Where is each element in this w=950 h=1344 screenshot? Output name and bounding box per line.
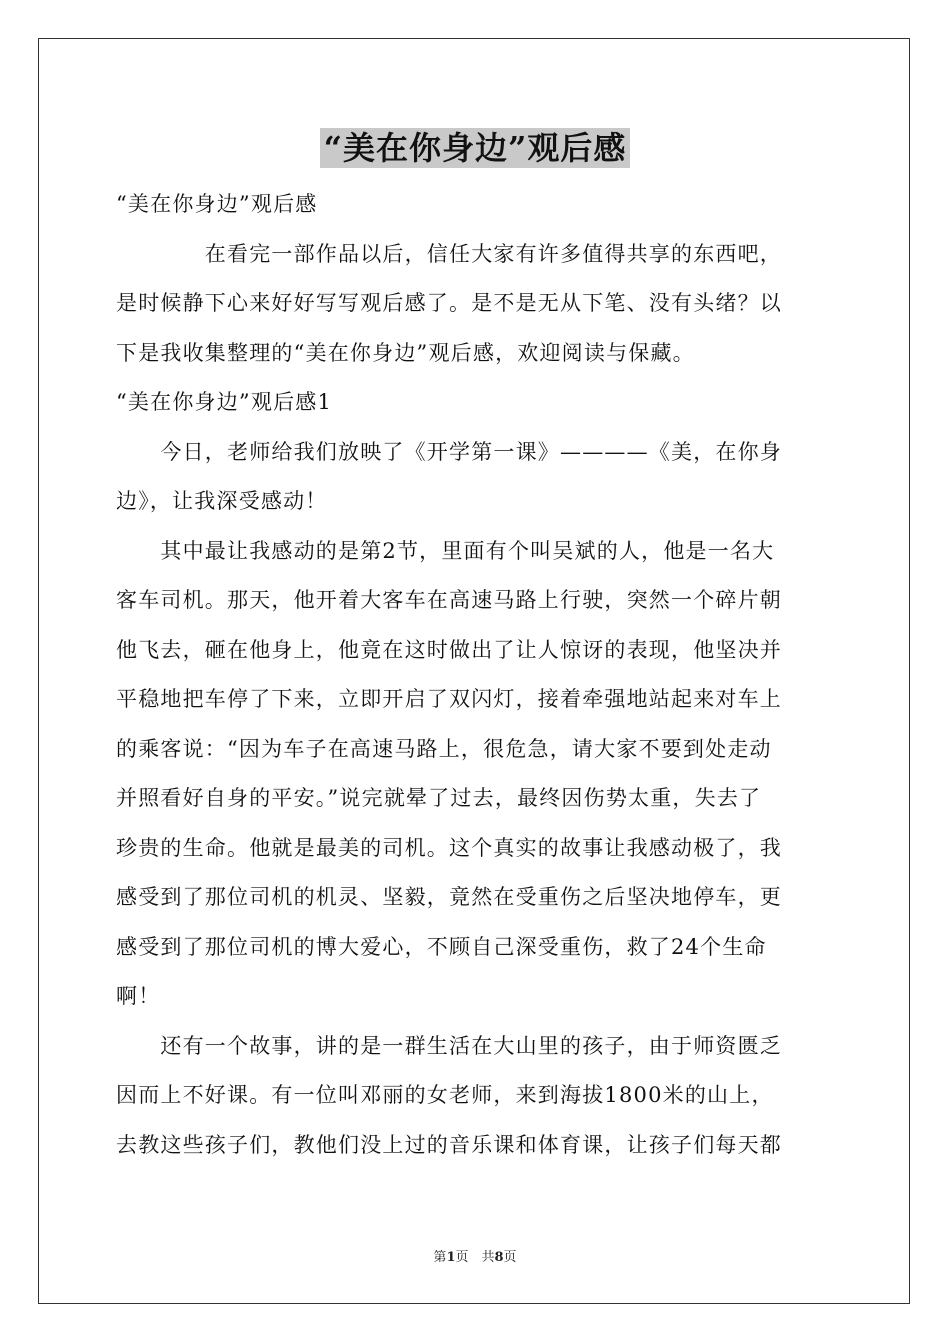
text-line: 感受到了那位司机的机灵、坚毅，竟然在受重伤之后坚决地停车，更 [116, 885, 782, 909]
text-line: 还有一个故事，讲的是一群生活在大山里的孩子，由于师资匮乏 [116, 1033, 782, 1058]
footer-page-mid: 页 共 [455, 1250, 495, 1265]
text-line: 今日，老师给我们放映了《开学第一课》————《美，在你身 [116, 439, 782, 464]
document-title: “美在你身边”观后感 [320, 128, 631, 168]
title-container [0, 128, 950, 168]
text-line: 感受到了那位司机的博大爱心，不顾自己深受重伤，救了24个生命 [116, 934, 767, 959]
text-line: 珍贵的生命。他就是最美的司机。这个真实的故事让我感动极了，我 [116, 835, 782, 860]
text-line: 其中最让我感动的是第2节，里面有个叫吴斌的人，他是一名大 [116, 538, 775, 563]
text-line: 平稳地把车停了下来，立即开启了双闪灯，接着牵强地站起来对车上 [116, 687, 782, 711]
text-line: 因而上不好课。有一位叫邓丽的女老师，来到海拔1800米的山上， [116, 1083, 774, 1107]
text-line: 并照看好自身的平安。”说完就晕了过去，最终因伤势太重，失去了 [116, 786, 762, 810]
text-line: 的乘客说：“因为车子在高速马路上，很危急，请大家不要到处走动 [116, 736, 772, 761]
footer-page-suffix: 页 [503, 1250, 517, 1265]
footer-page-current: 1 [446, 1250, 456, 1265]
text-line: 下是我收集整理的“美在你身边”观后感，欢迎阅读与保藏。 [116, 340, 695, 365]
footer-page-total: 8 [494, 1250, 504, 1265]
document-body [116, 180, 838, 1170]
text-line: 去教这些孩子们，教他们没上过的音乐课和体育课，让孩子们每天都 [116, 1132, 782, 1157]
text-line: 客车司机。那天，他开着大客车在高速马路上行驶，突然一个碎片朝 [116, 588, 782, 612]
text-line: 他飞去，砸在他身上，他竟在这时做出了让人惊讶的表现，他坚决并 [116, 637, 782, 662]
text-line: 边》，让我深受感动！ [116, 489, 328, 513]
text-line: “美在你身边”观后感 [116, 192, 318, 216]
text-line: “美在你身边”观后感1 [116, 390, 333, 414]
text-line: 在看完一部作品以后，信任大家有许多值得共享的东西吧， [116, 241, 782, 266]
text-line: 啊！ [116, 984, 161, 1008]
footer-page-prefix: 第 [433, 1250, 447, 1265]
text-line: 是时候静下心来好好写写观后感了。是不是无从下笔、没有头绪？以 [116, 291, 782, 315]
page-footer [0, 1246, 950, 1265]
